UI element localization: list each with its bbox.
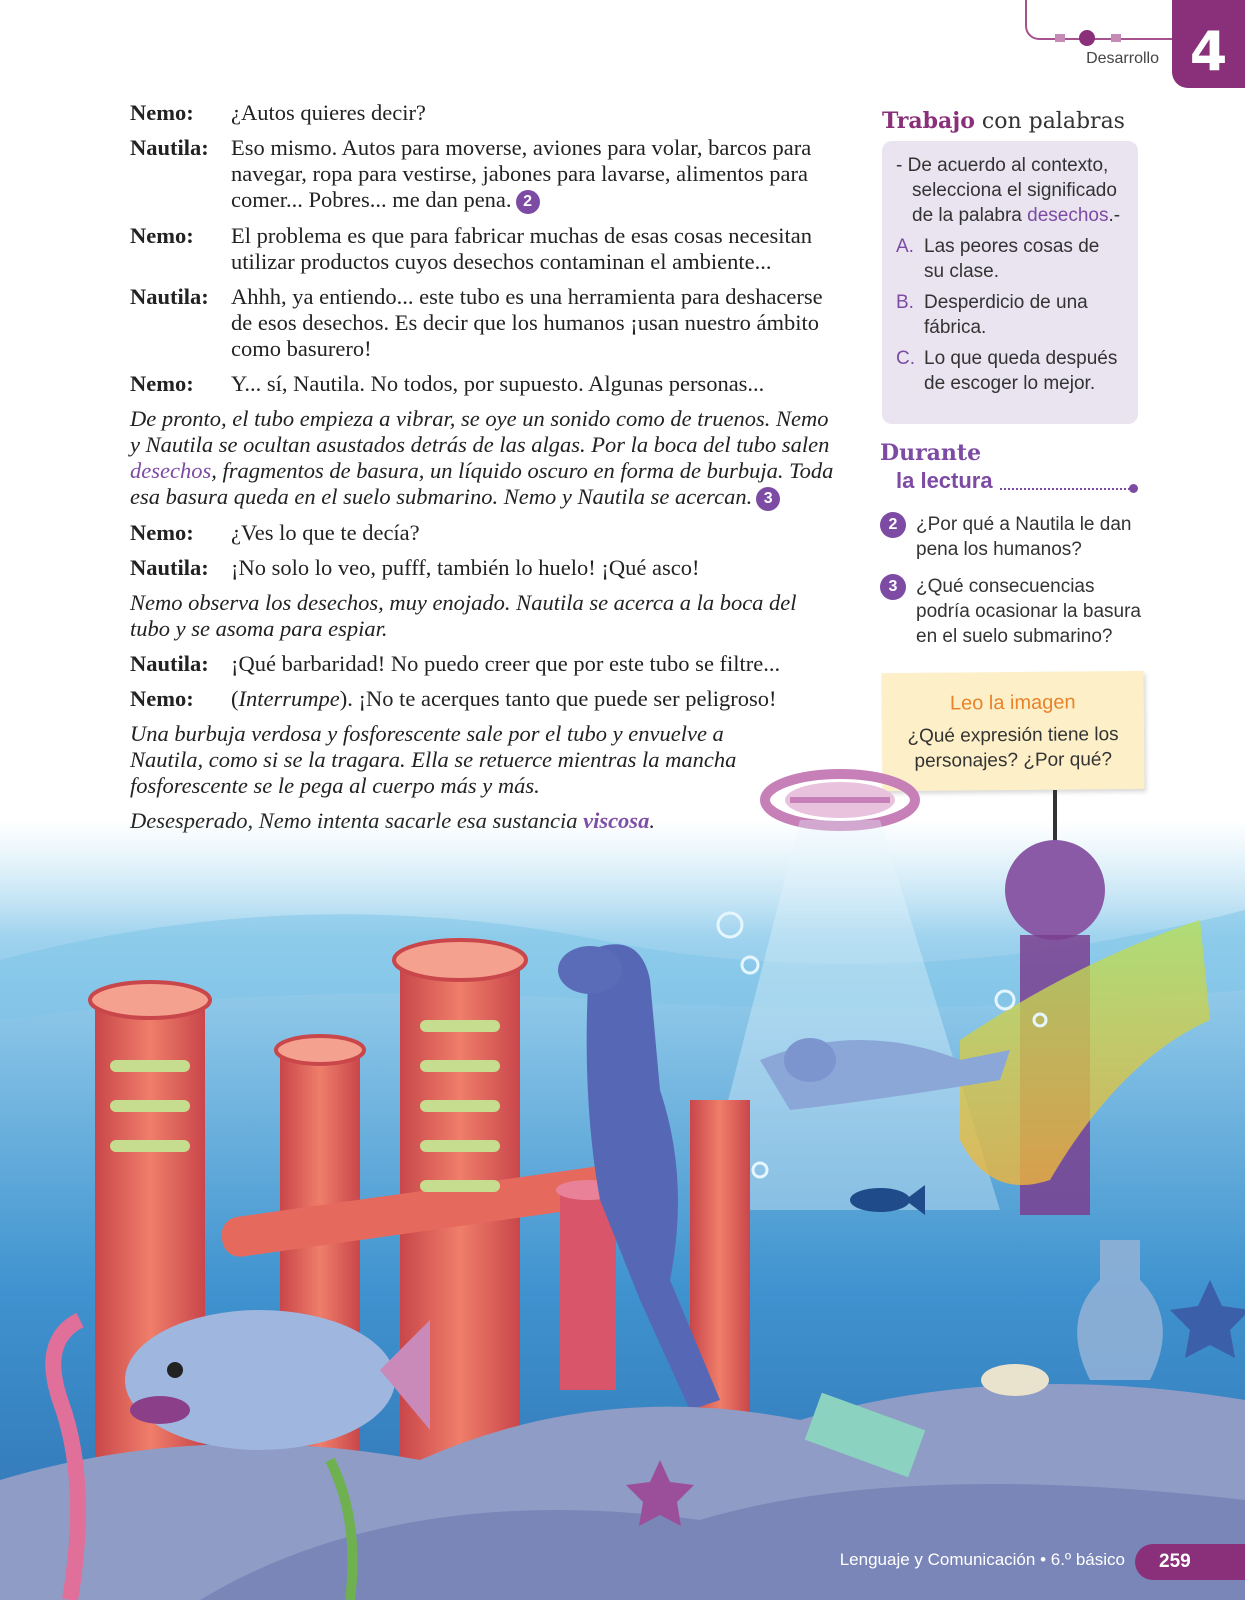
can	[981, 1364, 1049, 1396]
vocab-question: - De acuerdo al contexto, selecciona el significado de la palabra desechos.-	[896, 155, 1121, 226]
dialogue-line	[130, 555, 840, 581]
dialogue-line	[130, 520, 840, 546]
dialogue-line	[130, 651, 840, 677]
question-badge: 2	[516, 190, 540, 214]
line-text: (Interrumpe). ¡No te acerques tanto que puede ser peligroso!	[231, 685, 777, 711]
line-text: Eso mismo. Autos para moverse, aviones para volar, barcos para navegar, ropa para vestirse, jabones para lavarse, alimentos para comer... Pobres... me dan pena. 2	[231, 135, 812, 212]
speaker: Nautila:	[130, 283, 209, 309]
vocab-title: Trabajo con palabras	[882, 108, 1125, 134]
buoy	[1005, 840, 1105, 940]
speaker: Nautila:	[130, 650, 209, 676]
durante-heading: Durante la lectura	[880, 440, 993, 493]
option-a[interactable]: A. Las peores cosas de su clase.	[896, 236, 1100, 282]
question-badge: 3	[756, 487, 780, 511]
dialogue-line	[130, 223, 840, 275]
speaker: Nemo:	[130, 222, 194, 248]
divider-dot	[1129, 484, 1138, 493]
story-text	[130, 100, 840, 843]
page-number: 259	[1135, 1544, 1245, 1580]
option-b[interactable]: B. Desperdicio de una fábrica.	[896, 292, 1088, 338]
reading-question: 3 ¿Qué consecuencias podría ocasionar la basura en el suelo submarino?	[880, 574, 1142, 649]
vocab-box	[882, 141, 1138, 424]
narration: Nemo observa los desechos, muy enojado. Nautila se acerca a la boca del tubo y se asoma para espiar.	[130, 589, 797, 641]
footer-subject: Lenguaje y Comunicación • 6.º básico	[839, 1550, 1125, 1569]
question-badge: 3	[880, 574, 906, 600]
line-text: Ahhh, ya entiendo... este tubo es una herramienta para deshacerse de esos desechos. Es decir que los humanos ¡usan nuestro ámbito como basurero!	[231, 283, 823, 361]
dialogue-line	[130, 284, 840, 362]
reading-question: 2 ¿Por qué a Nautila le dan pena los humanos?	[880, 512, 1142, 562]
narration: Una burbuja verdosa y fosforescente sale por el tubo y envuelve a Nautila, como si se la tragara. Ella se retuerce mientras la mancha fosforescente se le pega al cuerpo más y más.	[130, 720, 737, 798]
option-c[interactable]: C. Lo que queda después de escoger lo mejor.	[896, 348, 1118, 394]
line-text: ¿Ves lo que te decía?	[231, 519, 420, 545]
speaker: Nemo:	[130, 685, 194, 711]
dialogue-line	[130, 100, 840, 126]
question-badge: 2	[880, 512, 906, 538]
line-text: ¡Qué barbaridad! No puedo creer que por este tubo se filtre...	[231, 650, 781, 676]
progress-dots	[1055, 31, 1145, 45]
line-text: ¡No solo lo veo, pufff, también lo huelo! ¡Qué asco!	[231, 554, 700, 580]
leo-la-imagen-note: Leo la imagen ¿Qué expresión tiene los personajes? ¿Por qué?	[881, 671, 1144, 791]
line-text: El problema es que para fabricar muchas de esas cosas necesitan utilizar productos cuyos desechos contaminan el ambiente...	[231, 222, 812, 274]
line-text: ¿Autos quieres decir?	[231, 100, 426, 125]
section-label: Desarrollo	[1086, 50, 1159, 67]
dialogue-line	[130, 686, 840, 712]
speaker: Nemo:	[130, 370, 194, 396]
speaker: Nemo:	[130, 519, 194, 545]
speaker: Nautila:	[130, 554, 209, 580]
dialogue-line	[130, 135, 840, 214]
vocab-word[interactable]: desechos	[130, 457, 212, 483]
speaker: Nemo:	[130, 100, 194, 125]
dotted-divider	[1000, 488, 1130, 490]
line-text: Y... sí, Nautila. No todos, por supuesto. Algunas personas...	[231, 370, 765, 396]
dialogue-line	[130, 371, 840, 397]
speaker: Nautila:	[130, 135, 209, 160]
unit-number: 4	[1189, 20, 1228, 83]
narration: De pronto, el tubo empieza a vibrar, se oye un sonido como de truenos. Nemo y Nautila se ocultan asustados detrás de las algas. Por la boca del tubo salen desechos, fragmentos de basura, un líquido oscuro en forma de burbuja. Toda esa basura queda en el suelo submarino. Nemo y Nautila se acercan. 3	[130, 405, 834, 509]
underwater-illustration	[0, 760, 1245, 1600]
